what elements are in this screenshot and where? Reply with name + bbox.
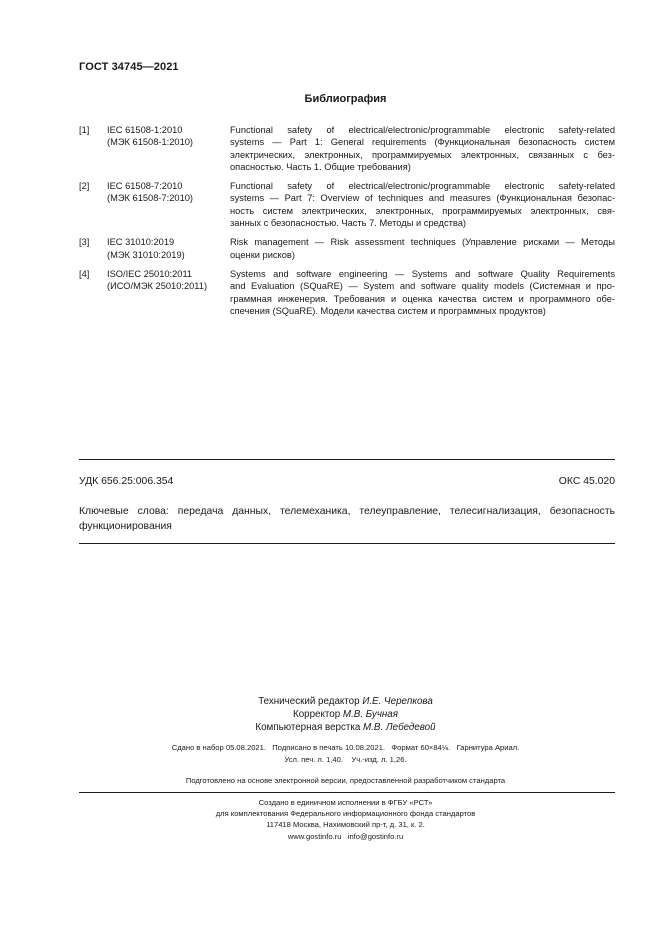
publisher-contacts: www.gostinfo.ru info@gostinfo.ru: [287, 831, 404, 841]
divider-imprint: [79, 792, 615, 793]
description-line: опасностью. Часть 1. Общие требования): [230, 161, 411, 172]
standard-code-international: IEC 31010:2019: [107, 237, 175, 248]
publisher-line: Создано в единичном исполнении в ФГБУ «РСТ»: [258, 798, 433, 807]
oks-code: ОКС 45.020: [558, 476, 615, 487]
prepared-note-text: Подготовлено на основе электронной версии, предоставленной разработчиком стандарта: [185, 776, 506, 785]
standard-code-russian: (МЭК 61508-1:2010): [107, 137, 194, 148]
bibliography-title: Библиография: [304, 93, 387, 105]
description-line: Functional safety of electrical/electronic/programmable electronic safety-related: [230, 125, 615, 135]
description-line: оценки рисков): [230, 249, 295, 260]
print-details-line: Усл. печ. л. 1,40. Уч.-изд. л. 1,26.: [284, 755, 407, 764]
entry-number: [4]: [79, 268, 90, 279]
standard-code-international: IEC 61508-1:2010: [107, 125, 183, 135]
standard-code-russian: (МЭК 31010:2019): [107, 249, 185, 260]
layout-name: М.В. Лебедевой: [363, 722, 436, 733]
description-line: граммная инженерия. Требования и оценка качества систем и программного обе-: [230, 293, 615, 304]
layout-line: [30, 721, 661, 734]
bibliography-entry-3: [79, 236, 615, 261]
divider-bottom: [79, 543, 615, 544]
publisher-address: 117418 Москва, Нахимовский пр-т, д. 31, к. 2.: [266, 820, 425, 830]
bibliography-list: [79, 124, 615, 324]
description-line: systems — Part 1: General requirements (Функциональная безопасность систем: [230, 137, 615, 148]
keywords-line: Ключевые слова: передача данных, телемеханика, телеуправление, телесигнализация, безопасность: [79, 506, 615, 517]
description-line: and Evaluation (SQuaRE) — System and software quality models (Системная и про-: [230, 281, 615, 292]
publisher-line: для комплектования Федерального информационного фонда стандартов: [215, 809, 476, 819]
udk-code: УДК 656.25:006.354: [79, 476, 174, 487]
editor-line: [30, 695, 661, 708]
staff-credits: [0, 695, 661, 734]
editor-role: Технический редактор: [258, 696, 360, 707]
entry-description: [230, 236, 615, 261]
divider-top: [79, 459, 615, 460]
standard-code-russian: (ИСО/МЭК 25010:2011): [107, 281, 208, 292]
bibliography-entry-1: [79, 124, 615, 173]
keywords-line: функционирования: [79, 520, 172, 532]
editor-name: И.Е. Черепкова: [362, 696, 433, 707]
description-line: systems — Part 7: Overview of techniques and measures (Функциональная безопас-: [230, 193, 615, 204]
keywords: [79, 505, 615, 534]
bibliography-entry-2: [79, 180, 615, 229]
entry-description: [230, 180, 615, 229]
layout-role: Компьютерная верстка: [255, 722, 361, 733]
publisher-info: [0, 797, 661, 842]
standard-code-international: ISO/IEC 25010:2011: [107, 268, 193, 279]
entry-number: [2]: [79, 181, 90, 192]
entry-number: [1]: [79, 125, 90, 135]
bibliography-entry-4: [79, 268, 615, 317]
standard-code-international: IEC 61508-7:2010: [107, 181, 183, 192]
description-line: ность систем электрических, электронных, программируемых электронных, свя-: [230, 205, 615, 216]
description-line: Functional safety of electrical/electronic/programmable electronic safety-related: [230, 181, 615, 192]
entry-standard: [107, 268, 230, 317]
print-details: [0, 742, 661, 766]
prepared-note: [0, 775, 661, 787]
corrector-role: Корректор: [293, 709, 341, 720]
standard-code: ГОСТ 34745—2021: [79, 61, 179, 73]
standard-code-russian: (МЭК 61508-7:2010): [107, 193, 194, 204]
entry-number: [3]: [79, 237, 90, 248]
description-line: занных с безопасностью. Часть 7. Методы и средства): [230, 218, 466, 229]
entry-standard: [107, 124, 230, 173]
entry-standard: [107, 180, 230, 229]
description-line: Risk management — Risk assessment techniques (Управление рисками — Методы: [230, 237, 615, 248]
print-details-line: Сдано в набор 05.08.2021. Подписано в печать 10.08.2021. Формат 60×84⅛. Гарнитура Ариал.: [171, 743, 520, 752]
entry-description: [230, 268, 615, 317]
description-line: Systems and software engineering — Systems and software Quality Requirements: [230, 268, 615, 279]
description-line: спечения (SQuaRE). Модели качества систем и программных продуктов): [230, 305, 546, 316]
corrector-line: [30, 708, 661, 721]
entry-standard: [107, 236, 230, 261]
entry-description: [230, 124, 615, 173]
corrector-name: М.В. Бучная: [342, 709, 398, 720]
description-line: электрических, электронных, программируемых электронных, связанных с без-: [230, 149, 615, 160]
